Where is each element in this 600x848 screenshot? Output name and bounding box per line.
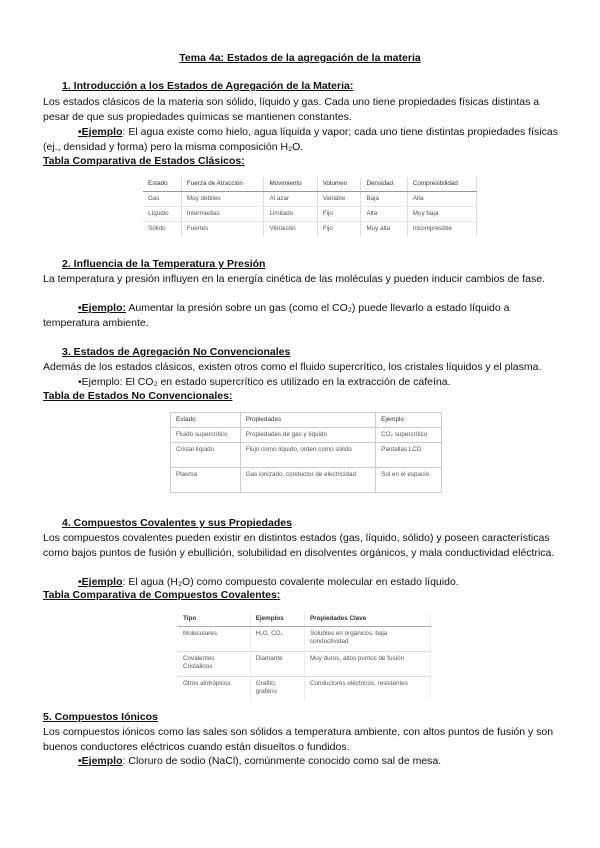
table-header-row: [178, 612, 431, 627]
table-row: [178, 677, 431, 702]
section-4-example: [43, 575, 563, 590]
table-cell: Fijo: [317, 222, 361, 237]
table-cell: Fluido supercrítico: [171, 428, 241, 443]
table-header-cell: Ejemplo: [376, 413, 442, 428]
section-2-paragraph: La temperatura y presión influyen en la energía cinética de las moléculas y pueden inducir cambios de fase.: [43, 273, 545, 285]
table-cell: Conductores eléctricos, resistentes: [304, 677, 430, 702]
table-cell: Plasma: [171, 468, 241, 493]
table-row: [171, 443, 442, 468]
table-header-row: [143, 177, 477, 192]
table-cell: Vibración: [264, 222, 317, 237]
section-3-heading: 3. Estados de Agregación No Convencionales: [62, 346, 291, 358]
table-cell: Propiedades de gas y líquido: [240, 428, 375, 443]
table-cell: Muy débiles: [181, 192, 264, 207]
table-cell: Alta: [361, 207, 407, 222]
table-row: [178, 627, 431, 652]
section-2-heading: 2. Influencia de la Temperatura y Presión: [62, 258, 266, 270]
section-5-paragraph: Los compuestos iónicos como las sales son sólidos a temperatura ambiente, con altos puntos de fusión y son buenos conductores eléctricos cuando están disueltos o fundidos.: [43, 726, 554, 753]
table-cell: Gas: [143, 192, 181, 207]
section-3-example: [43, 375, 563, 390]
example-text: : El agua (H₂O) como compuesto covalente molecular en estado líquido.: [122, 576, 459, 588]
table-cell: Diamante: [250, 652, 304, 677]
example-label: •Ejemplo: [78, 755, 123, 767]
section-2-example: [43, 301, 563, 331]
table-header-cell: Movimiento: [264, 177, 317, 192]
section-1-heading: 1. Introducción a los Estados de Agregación de la Materia:: [62, 80, 354, 92]
table-header-cell: Estado: [171, 413, 241, 428]
table-row: [171, 468, 442, 493]
table-2-caption: Tabla de Estados No Convencionales:: [43, 390, 233, 402]
example-label: •Ejemplo: [78, 576, 123, 588]
section-5-heading: 5. Compuestos Iónicos: [43, 711, 158, 723]
table-header-cell: Densidad: [361, 177, 407, 192]
section-1-paragraph: Los estados clásicos de la materia son sólido, líquido y gas. Cada uno tiene propiedades físicas distintas a pesar de que sus propiedades químicas se mantienen constantes.: [43, 96, 540, 123]
table-row: [143, 207, 477, 222]
table-header-cell: Fuerza de Atracción: [181, 177, 264, 192]
table-cell: Sol en el espacio: [376, 468, 442, 493]
table-header-cell: Propiedades Clave: [304, 612, 430, 627]
table-cell: Variable: [317, 192, 361, 207]
table-header-cell: Compresibilidad: [407, 177, 476, 192]
table-row: [171, 428, 442, 443]
table-cell: Líquido: [143, 207, 181, 222]
table-cell: Baja: [361, 192, 407, 207]
table-cell: Covalentes Cristalinos: [178, 652, 250, 677]
table-cell: Intermedias: [181, 207, 264, 222]
table-header-cell: Volumen: [317, 177, 361, 192]
table-cell: Cristal líquido: [171, 443, 241, 468]
table-1-caption: Tabla Comparativa de Estados Clásicos:: [43, 155, 245, 167]
table-cell: Muy alta: [361, 222, 407, 237]
table-3-caption: Tabla Comparativa de Compuestos Covalentes:: [43, 589, 281, 601]
table-cell: Muy duros, altos puntos de fusión: [304, 652, 430, 677]
example-text: : Cloruro de sodio (NaCl), comúnmente conocido como sal de mesa.: [122, 755, 442, 767]
table-cell: Sólido: [143, 222, 181, 237]
table-cell: Fuertes: [181, 222, 264, 237]
table-3: [178, 612, 431, 701]
section-5-example: [43, 754, 563, 769]
table-cell: Solubles en orgánicos, baja conductividad: [304, 627, 430, 652]
table-header-row: [171, 413, 442, 428]
table-row: [178, 652, 431, 677]
table-header-cell: Tipo: [178, 612, 250, 627]
table-header-cell: Estado: [143, 177, 181, 192]
table-cell: Alta: [407, 192, 476, 207]
section-1-example: [43, 125, 563, 155]
example-text: : El agua existe como hielo, agua líquida y vapor; cada uno tiene distintas propiedades físicas (ej., densidad y forma) pero la misma composición H₂O.: [43, 126, 558, 153]
example-label: •Ejemplo: [78, 126, 123, 138]
table-1: [143, 177, 477, 236]
table-header-cell: Ejemplos: [250, 612, 304, 627]
table-cell: Flujo como líquido, orden como sólido: [240, 443, 375, 468]
table-cell: Muy baja: [407, 207, 476, 222]
table-cell: Pantallas LCD: [376, 443, 442, 468]
document-title: Tema 4a: Estados de la agregación de la materia: [179, 52, 421, 64]
example-label: •Ejemplo:: [78, 302, 127, 314]
table-cell: Gas ionizado, conductor de electricidad: [240, 468, 375, 493]
table-cell: Incompresible: [407, 222, 476, 237]
table-header-cell: Propiedades: [240, 413, 375, 428]
table-cell: Fijo: [317, 207, 361, 222]
table-cell: Otros alotrópicos: [178, 677, 250, 702]
table-row: [143, 222, 477, 237]
table-cell: CO₂ supercrítico: [376, 428, 442, 443]
section-3-paragraph: Además de los estados clásicos, existen otros como el fluido supercrítico, los cristales líquidos y el plasma.: [43, 361, 542, 373]
table-cell: Moleculares: [178, 627, 250, 652]
table-cell: Al azar: [264, 192, 317, 207]
example-text: •Ejemplo: El CO₂ en estado supercrítico es utilizado en la extracción de cafeína.: [78, 376, 451, 388]
section-4-heading: 4. Compuestos Covalentes y sus Propiedades: [62, 517, 292, 529]
table-cell: Limitado: [264, 207, 317, 222]
section-4-paragraph: Los compuestos covalentes pueden existir en distintos estados (gas, líquido, sólido) y poseen características como bajos puntos de fusión y ebullición, solubilidad en disolventes orgánicos, y mala conductividad eléctrica.: [43, 532, 555, 559]
table-cell: Grafito, grafeno: [250, 677, 304, 702]
table-row: [143, 192, 477, 207]
table-2: [170, 412, 442, 493]
table-cell: H₂O, CO₂: [250, 627, 304, 652]
example-text: Aumentar la presión sobre un gas (como el CO₂) puede llevarlo a estado líquido a temperatura ambiente.: [43, 302, 510, 329]
